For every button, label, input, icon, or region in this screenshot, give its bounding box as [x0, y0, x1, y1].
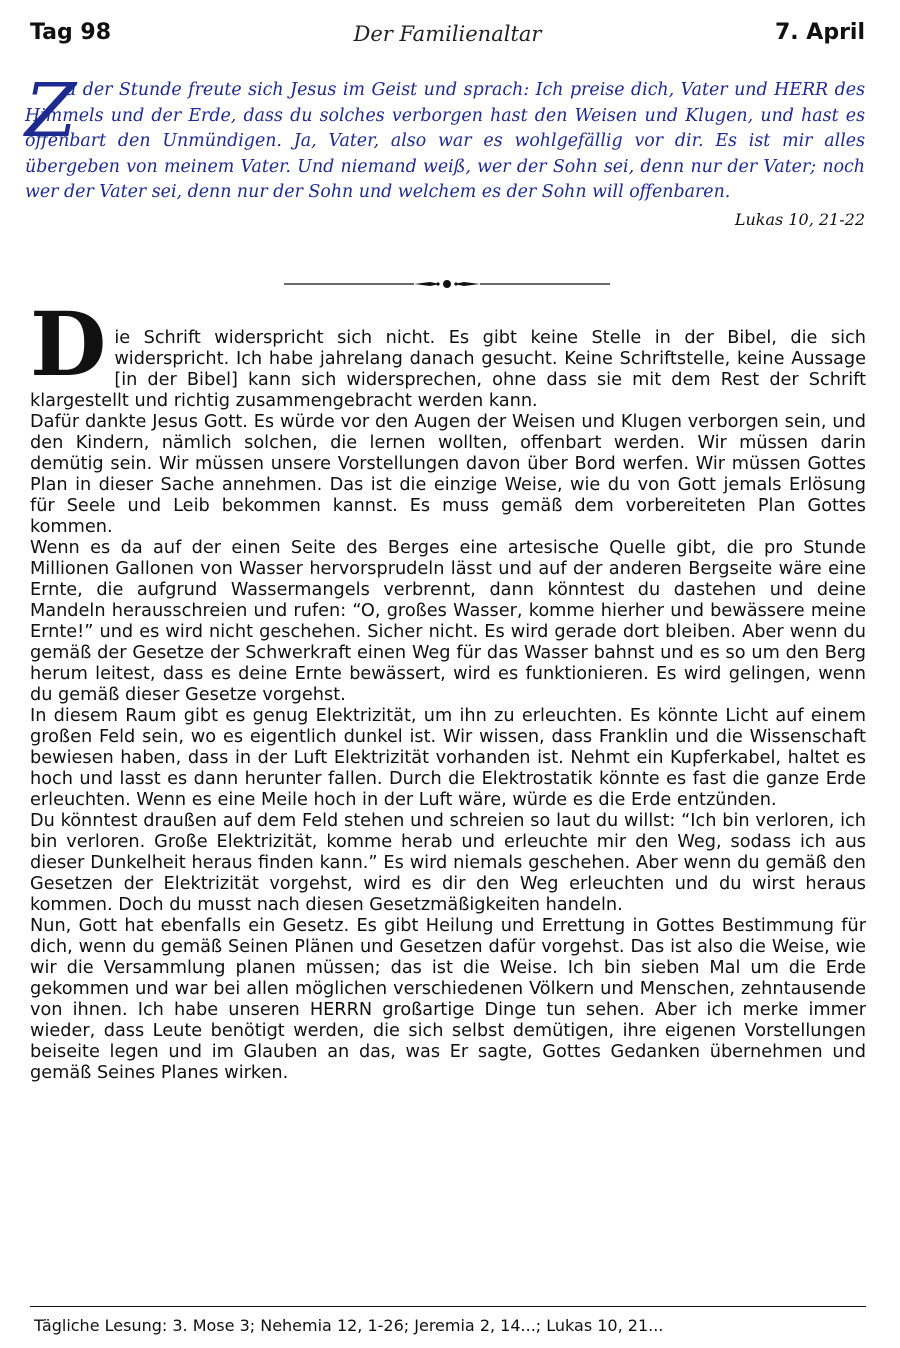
footer-divider [30, 1306, 866, 1307]
body-drop-cap: D [30, 292, 107, 396]
verse-reference: Lukas 10, 21-22 [734, 209, 865, 229]
paragraph: Du könntest draußen auf dem Feld stehen und schreien so laut du willst: “Ich bin verloren, ich bin verloren. Große Elektrizität, komme herab und erleuchte mir den Weg, sodass ich aus dieser Dunkelheit heraus finden kann.” Es wird niemals geschehen. Aber wenn du gemäß den Gesetzen der Elektrizität vorgehst, wird es dir den Weg erleuchten und du wirst heraus kommen. Doch du musst nach diesen Gesetzmäßigkeiten handeln. [30, 811, 866, 915]
verse-text: u der Stunde freute sich Jesus im Geist und sprach: Ich preise dich, Vater und HERR des Himmels und der Erde, dass du solches verborgen hast den Weisen und Klugen, und hast es offenbart den Unmündigen. Ja, Vater, also war es wohlgefällig vor dir. Es ist mir alles übergeben von meinem Vater. Und niemand weiß, wer der Sohn sei, denn nur der Vater; noch wer der Vater sei, denn nur der Sohn und welchem es der Sohn will offenbaren. [25, 80, 865, 202]
ornament-divider [284, 276, 610, 292]
devotional-text [30, 292, 866, 1084]
book-title: Der Familienaltar [353, 22, 542, 46]
verse-drop-cap: Z [25, 68, 77, 154]
paragraph: Dafür dankte Jesus Gott. Es würde vor den Augen der Weisen und Klugen verborgen sein, und den Kindern, nämlich solchen, die lernen wollten, offenbart werden. Wir müssen darin demütig sein. Wir müssen unsere Vorstellungen davon über Bord werfen. Wir müssen Gottes Plan in dieser Sache annehmen. Das ist die einzige Weise, wie du von Gott jemals Erlösung für Seele und Leib bekommen kannst. Es muss gemäß dem vorbereiteten Plan Gottes kommen. [30, 412, 866, 537]
paragraph: In diesem Raum gibt es genug Elektrizität, um ihn zu erleuchten. Es könnte Licht auf einem großen Feld sein, wo es eigentlich dunkel ist. Wir wissen, dass Franklin und die Wissenschaft bewiesen haben, dass in der Luft Elektrizität vorhanden ist. Nehmt ein Kupferkabel, haltet es hoch und lasst es dann herunter fallen. Durch die Elektrostatik könnte es fast die ganze Erde erleuchten. Wenn es eine Meile hoch in der Luft wäre, würde es die Erde entzünden. [30, 706, 866, 810]
paragraph: Wenn es da auf der einen Seite des Berges eine artesische Quelle gibt, die pro Stunde Millionen Gallonen von Wasser hervorsprudeln lässt und auf der anderen Bergseite wäre eine Ernte, die aufgrund Wassermangels verbrennt, dann könntest du dastehen und deine Mandeln herausschreien und rufen: “O, großes Wasser, komme hierher und bewässere meine Ernte!” und es wird nicht geschehen. Sicher nicht. Es wird gerade dort bleiben. Aber wenn du gemäß der Gesetze der Schwerkraft einen Weg für das Wasser bahnst und es so um den Berg herum leitest, dass es deine Ernte bewässert, wird es funktionieren. Es wird gelingen, wenn du gemäß dieser Gesetze vorgehst. [30, 538, 866, 705]
paragraph: Nun, Gott hat ebenfalls ein Gesetz. Es gibt Heilung und Errettung in Gottes Bestimmung für dich, wenn du gemäß Seinen Plänen und Gesetzen dafür vorgehst. Das ist also die Weise, wie wir die Versammlung planen müssen; das ist die Weise. Ich bin sieben Mal um die Erde gekommen und war bei allen möglichen verschiedenen Völkern und Menschen, zehntausende von ihnen. Ich habe unseren HERRN großartige Dinge tun sehen. Aber ich merke immer wieder, dass Leute benötigt werden, die sich selbst demütigen, ihre eigenen Vorstellungen beiseite legen und im Glauben an das, was Er sagte, Gottes Gedanken übernehmen und gemäß Seines Planes wirken. [30, 916, 866, 1083]
day-number: Tag 98 [30, 20, 112, 45]
paragraph: ie Schrift widerspricht sich nicht. Es gibt keine Stelle in der Bibel, die sich widerspricht. Ich habe jahrelang danach gesucht. Keine Schriftstelle, keine Aussage [in der Bibel] kann sich widersprechen, ohne dass sie mit dem Rest der Schrift klargestellt und richtig zusammengebracht werden kann. [30, 328, 866, 411]
daily-reading: Tägliche Lesung: 3. Mose 3; Nehemia 12, 1-26; Jeremia 2, 14...; Lukas 10, 21... [34, 1316, 664, 1335]
page-date: 7. April [774, 20, 865, 45]
page-header [30, 20, 865, 54]
scripture-verse [25, 68, 865, 229]
